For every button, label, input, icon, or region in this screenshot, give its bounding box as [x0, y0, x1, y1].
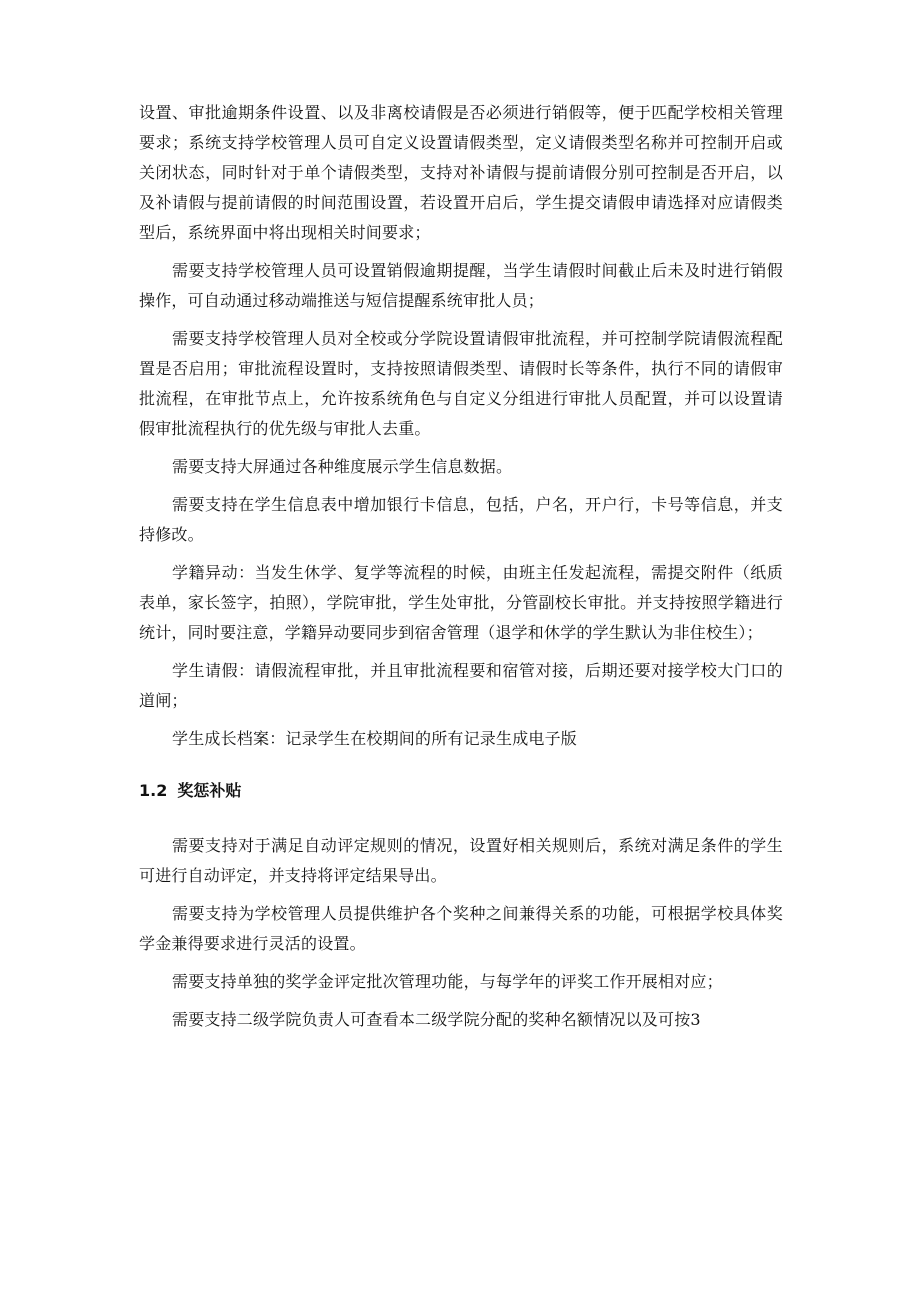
paragraph-evaluation-batch: 需要支持单独的奖学金评定批次管理功能，与每学年的评奖工作开展相对应； — [172, 972, 723, 991]
paragraph-bank-card: 需要支持在学生信息表中增加银行卡信息，包括，户名，开户行，卡号等信息，并支持修改。 — [139, 495, 783, 544]
paragraph-status-change: 学籍异动：当发生休学、复学等流程的时候，由班主任发起流程，需提交附件（纸质表单，家长签字，拍照），学院审批，学生处审批，分管副校长审批。并支持按照学籍进行统计，同时要注意，学籍异动要同步到宿舍管理（退学和休学的学生默认为非住校生）； — [139, 563, 783, 642]
paragraph-growth-archive: 学生成长档案：记录学生在校期间的所有记录生成电子版 — [172, 729, 578, 748]
paragraph-overdue-reminder: 需要支持学校管理人员可设置销假逾期提醒，当学生请假时间截止后未及时进行销假操作，可自动通过移动端推送与短信提醒系统审批人员； — [139, 261, 783, 310]
document-body — [139, 98, 783, 1043]
paragraph-leave-settings: 设置、审批逾期条件设置、以及非离校请假是否必须进行销假等，便于匹配学校相关管理要求；系统支持学校管理人员可自定义设置请假类型，定义请假类型名称并可控制开启或关闭状态，同时针对于单个请假类型，支持对补请假与提前请假分别可控制是否开启，以及补请假与提前请假的时间范围设置，若设置开启后，学生提交请假申请选择对应请假类型后，系统界面中将出现相关时间要求； — [139, 103, 783, 242]
paragraph-quota-view: 需要支持二级学院负责人可查看本二级学院分配的奖种名额情况以及可按3 — [172, 1010, 701, 1029]
paragraph-big-screen: 需要支持大屏通过各种维度展示学生信息数据。 — [172, 457, 513, 476]
paragraph-auto-evaluation: 需要支持对于满足自动评定规则的情况，设置好相关规则后，系统对满足条件的学生可进行自动评定，并支持将评定结果导出。 — [139, 836, 783, 885]
paragraph-student-leave: 学生请假：请假流程审批，并且审批流程要和宿管对接，后期还要对接学校大门口的道闸； — [139, 661, 783, 710]
paragraph-award-compatibility: 需要支持为学校管理人员提供维护各个奖种之间兼得关系的功能，可根据学校具体奖学金兼得要求进行灵活的设置。 — [139, 904, 783, 953]
section-title: 奖惩补贴 — [177, 781, 242, 800]
paragraph-approval-flow: 需要支持学校管理人员对全校或分学院设置请假审批流程，并可控制学院请假流程配置是否启用；审批流程设置时，支持按照请假类型、请假时长等条件，执行不同的请假审批流程，在审批节点上，允许按系统角色与自定义分组进行审批人员配置，并可以设置请假审批流程执行的优先级与审批人去重。 — [139, 329, 783, 438]
section-number: 1.2 — [139, 781, 168, 800]
section-heading — [139, 776, 783, 806]
